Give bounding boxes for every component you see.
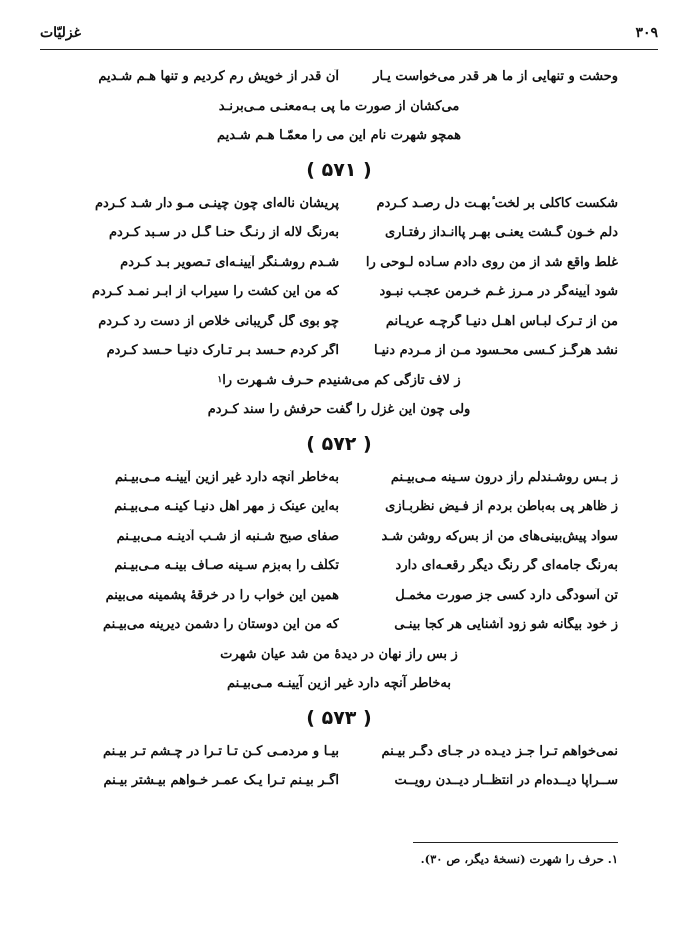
footnote-marker[interactable]: ۱ — [217, 375, 223, 386]
closing-line: همچو شهرت نام این می را معمّـا هـم شـدیم — [216, 128, 462, 144]
poem-number-571: ( ۵۷۱ ) — [306, 158, 372, 181]
hemistich-right: سواد پیش‌بینی‌های من از بس‌که روشن شـد — [381, 528, 618, 544]
page-number: ۳۰۹ — [635, 25, 658, 41]
couplet — [60, 766, 618, 796]
hemistich-left: بیـا و مردمـی کـن تـا تـرا در چـشم تـر بیـنم — [102, 743, 339, 759]
closing-line: به‌خاطر آنچه دارد غیر ازین آیینـه مـی‌بیـنم — [227, 676, 452, 692]
section-title: غزلیّات — [40, 25, 81, 41]
couplet — [60, 307, 618, 337]
hemistich-left: اگر کردم حـسد بـر تـارک دنیـا حـسد کـردم — [106, 343, 339, 359]
poem-number-573: ( ۵۷۳ ) — [306, 706, 372, 729]
closing-line — [60, 366, 618, 396]
hemistich-right: غلط واقع شد از من روی دادم سـاده لـوحی را — [365, 254, 618, 270]
hemistich-left: صفای صبح شـنبه از شـب آدینـه مـی‌بیـنم — [116, 528, 339, 544]
poem-number-572: ( ۵۷۲ ) — [306, 432, 372, 455]
hemistich-left: که من این دوستان را دشمن دیرینه می‌بیـنم — [102, 617, 339, 633]
couplet — [60, 492, 618, 522]
hemistich-right: ســراپا دیــده‌ام در انتظــار دیــدن رویــت — [394, 773, 618, 789]
couplet — [60, 463, 618, 493]
header-divider — [40, 49, 658, 50]
couplet — [60, 522, 618, 552]
hemistich-left: که من این کشت را سیراب از ابـر نمـد کـردم — [91, 284, 339, 300]
couplet — [60, 189, 618, 219]
hemistich-left: به‌خاطر آنچه دارد غیر ازین آیینـه مـی‌بیـنم — [114, 469, 339, 485]
running-header — [40, 22, 658, 44]
hemistich-right: دلم خـون گـشت یعنـی بهـر پاانـداز رفتـاری — [384, 225, 618, 241]
hemistich-right: شکست کاکلی بر لخت ٔبهـت دل رصـد کـردم — [376, 195, 618, 211]
couplet — [60, 737, 618, 767]
couplet — [60, 551, 618, 581]
hemistich-left: تکلّف را به‌بزم سـینه صـاف بینـه مـی‌بیـنم — [114, 558, 339, 574]
hemistich-right: به‌رنگ جامه‌ای گر رنگ دیگر رقعـه‌ای دارد — [395, 558, 618, 574]
hemistich-left: به‌این عینک ز مهر اهل دنیـا کینـه مـی‌بیـنم — [114, 499, 339, 515]
hemistich-left: همین این خواب را در خرقهٔ پشمینه می‌بینم — [105, 587, 339, 603]
couplet — [60, 581, 618, 611]
hemistich-right: نشد هرگـز کـسی محـسود مـن از مـردم دنیـا — [373, 343, 618, 359]
hemistich-left: چو بوی گل گریبانی خلاص از دست رد کـردم — [98, 313, 339, 329]
hemistich-right: نمی‌خواهم تـرا جـز دیـده در جـای دگـر بیـنم — [381, 743, 618, 759]
hemistich-left: به‌رنگ لاله از رنـگ حنـا گـل در سـبد کـردم — [109, 225, 339, 241]
hemistich-right: ز بـس روشـندلم راز درون سـینه مـی‌بیـنم — [390, 469, 618, 485]
couplet — [60, 277, 618, 307]
poem-content — [60, 62, 618, 796]
footnote: ۱. حرف را شهرت (نسخهٔ دیگر، ص ۳۰). — [420, 852, 618, 866]
couplet — [60, 62, 618, 92]
hemistich-right: ز خود بیگانه شو زود آشنایی هر کجا بینـی — [394, 617, 618, 633]
closing-line-text: ز لاف تازگی کم می‌شنیدم حـرف شـهرت را — [222, 372, 461, 388]
hemistich-right: ز ظاهر پی به‌باطن بردم از فـیض نظربـازی — [385, 499, 618, 515]
hemistich-right: وحشت و تنهایی از ما هر قدر می‌خواست یـار — [373, 69, 618, 85]
hemistich-left: آن قدر از خویش رم کردیم و تنها هـم شـدیم — [98, 69, 339, 85]
hemistich-right: من از تـرک لبـاس اهـل دنیـا گرچـه عریـانم — [385, 313, 618, 329]
couplet — [60, 218, 618, 248]
hemistich-right: تن آسودگی دارد کسی جز صورت مخمـل — [395, 587, 618, 603]
closing-line: می‌کشان از صورت ما پی بـه‌معنـی مـی‌برنـد — [218, 98, 460, 114]
hemistich-right: شود آیینه‌گر در مـرز غـم خـرمن عجـب نبـود — [379, 284, 618, 300]
closing-line: ز بس راز نهان در دیدهٔ من شد عیان شهرت — [220, 646, 458, 662]
couplet — [60, 336, 618, 366]
footnote-divider — [413, 842, 618, 843]
hemistich-left: شـدم روشـنگر آیینـه‌ای تـصویر بـد کـردم — [120, 254, 339, 270]
hemistich-left: اگـر بیـنم تـرا یـک عمـر خـواهم بیـشتر بیـنم — [103, 773, 339, 789]
hemistich-left: پریشان ناله‌ای چون چینـی مـو دار شـد کـردم — [94, 195, 339, 211]
couplet — [60, 248, 618, 278]
closing-line: ولی چون این غزل را گفت حرفش را سند کـردم — [207, 402, 471, 418]
couplet — [60, 610, 618, 640]
